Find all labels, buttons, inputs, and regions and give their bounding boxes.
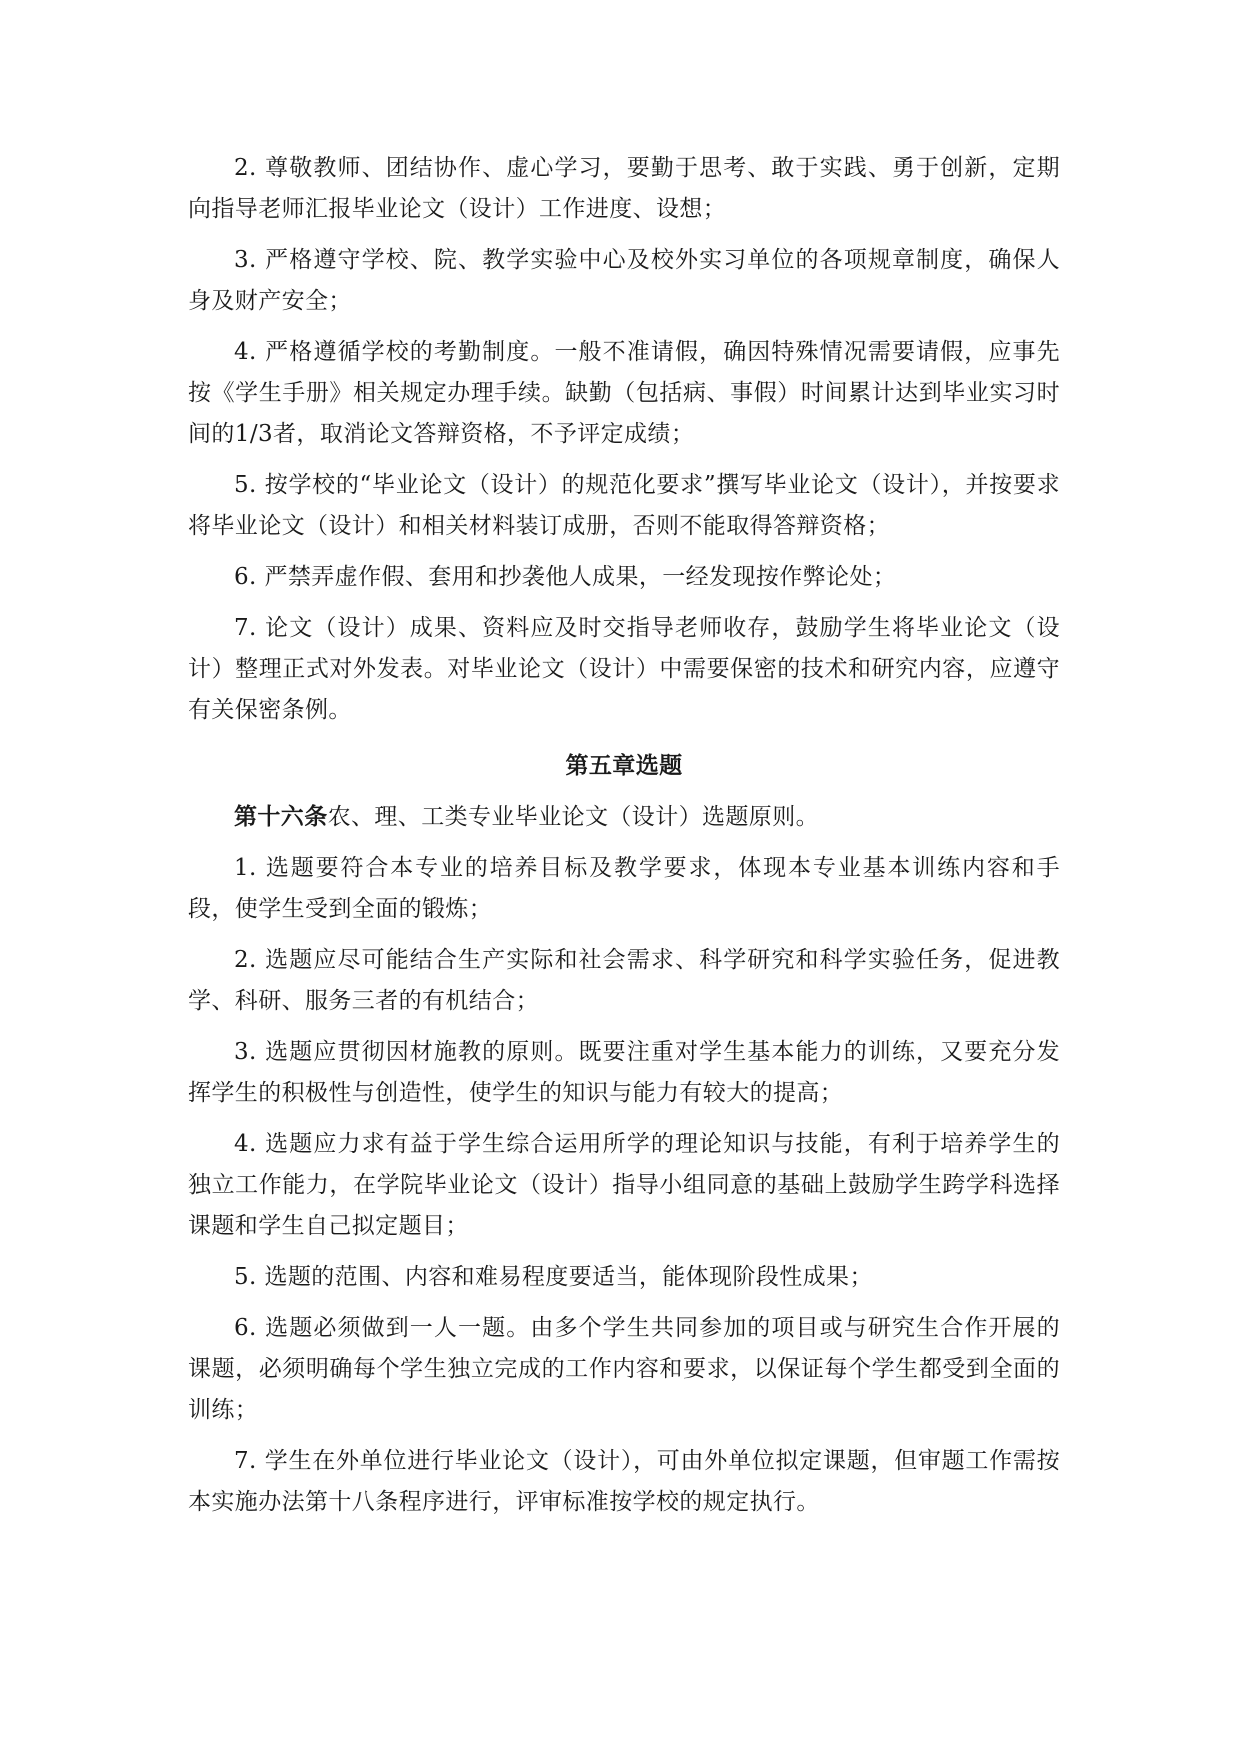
- document-page: [188, 148, 1060, 1523]
- requirement-item-5: 5. 按学校的“毕业论文（设计）的规范化要求”撰写毕业论文（设计），并按要求将毕业论文（设计）和相关材料装订成册，否则不能取得答辩资格；: [188, 472, 1060, 539]
- requirement-item-2: 2. 尊敬教师、团结协作、虚心学习，要勤于思考、敢于实践、勇于创新，定期向指导老师汇报毕业论文（设计）工作进度、设想；: [188, 155, 1060, 222]
- article-16: [188, 796, 1060, 838]
- chapter-heading: 第五章选题: [565, 752, 683, 779]
- topic-principle-7: 7. 学生在外单位进行毕业论文（设计），可由外单位拟定课题，但审题工作需按本实施办法第十八条程序进行，评审标准按学校的规定执行。: [188, 1448, 1060, 1515]
- topic-principle-5: 5. 选题的范围、内容和难易程度要适当，能体现阶段性成果；: [234, 1264, 873, 1290]
- requirement-item-4: 4. 严格遵循学校的考勤制度。一般不准请假，确因特殊情况需要请假，应事先按《学生手册》相关规定办理手续。缺勤（包括病、事假）时间累计达到毕业实习时间的1/3者，取消论文答辩资格，不予评定成绩；: [188, 339, 1060, 447]
- requirement-item-3: 3. 严格遵守学校、院、教学实验中心及校外实习单位的各项规章制度，确保人身及财产安全；: [188, 247, 1060, 314]
- topic-principle-3: 3. 选题应贯彻因材施教的原则。既要注重对学生基本能力的训练，又要充分发挥学生的积极性与创造性，使学生的知识与能力有较大的提高；: [188, 1039, 1060, 1106]
- requirement-item-6: 6. 严禁弄虚作假、套用和抄袭他人成果，一经发现按作弊论处；: [234, 564, 897, 590]
- topic-principle-2: 2. 选题应尽可能结合生产实际和社会需求、科学研究和科学实验任务，促进教学、科研、服务三者的有机结合；: [188, 947, 1060, 1014]
- topic-principle-6: 6. 选题必须做到一人一题。由多个学生共同参加的项目或与研究生合作开展的课题，必须明确每个学生独立完成的工作内容和要求，以保证每个学生都受到全面的训练；: [188, 1315, 1060, 1423]
- article-label: 第十六条: [234, 803, 328, 830]
- article-text: 农、理、工类专业毕业论文（设计）选题原则。: [327, 804, 820, 830]
- topic-principle-1: 1. 选题要符合本专业的培养目标及教学要求，体现本专业基本训练内容和手段，使学生受到全面的锻炼；: [188, 855, 1060, 922]
- requirement-item-7: 7. 论文（设计）成果、资料应及时交指导老师收存，鼓励学生将毕业论文（设计）整理正式对外发表。对毕业论文（设计）中需要保密的技术和研究内容，应遵守有关保密条例。: [188, 615, 1060, 723]
- topic-principle-4: 4. 选题应力求有益于学生综合运用所学的理论知识与技能，有利于培养学生的独立工作能力，在学院毕业论文（设计）指导小组同意的基础上鼓励学生跨学科选择课题和学生自己拟定题目；: [188, 1131, 1060, 1239]
